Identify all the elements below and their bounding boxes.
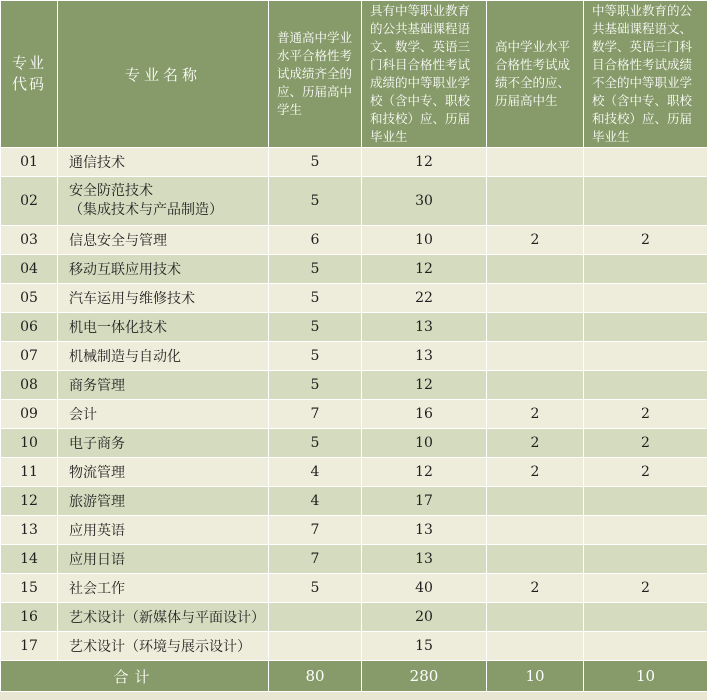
row-c3: 2 bbox=[487, 400, 584, 429]
row-c3 bbox=[487, 603, 584, 632]
row-name bbox=[58, 255, 269, 284]
totals-label: 合计 bbox=[1, 661, 269, 692]
table-row bbox=[1, 574, 707, 603]
row-c3 bbox=[487, 284, 584, 313]
row-name bbox=[58, 148, 269, 177]
row-c1 bbox=[269, 632, 362, 661]
row-name-line: 应用英语 bbox=[69, 523, 125, 539]
row-c4 bbox=[584, 545, 707, 574]
row-code: 10 bbox=[1, 429, 58, 458]
row-c4: 2 bbox=[584, 574, 707, 603]
row-code: 17 bbox=[1, 632, 58, 661]
row-name-line: 电子商务 bbox=[69, 436, 125, 452]
row-c2: 13 bbox=[362, 545, 487, 574]
row-c2: 16 bbox=[362, 400, 487, 429]
header-col4: 中等职业教育的公共基础课程语文、数学、英语三门科目合格性考试成绩不全的中等职业学校（含中专、职校和技校）应、历届毕业生 bbox=[584, 1, 707, 148]
row-name bbox=[58, 284, 269, 313]
row-c2: 20 bbox=[362, 603, 487, 632]
row-c1: 5 bbox=[269, 429, 362, 458]
row-c3 bbox=[487, 516, 584, 545]
row-code: 04 bbox=[1, 255, 58, 284]
row-c4 bbox=[584, 371, 707, 400]
row-c1 bbox=[269, 603, 362, 632]
row-c1: 4 bbox=[269, 458, 362, 487]
table-row bbox=[1, 284, 707, 313]
totals-c3: 10 bbox=[487, 661, 584, 692]
row-c2: 12 bbox=[362, 148, 487, 177]
row-c3: 2 bbox=[487, 574, 584, 603]
table-row bbox=[1, 313, 707, 342]
row-c2: 22 bbox=[362, 284, 487, 313]
row-name-line: 艺术设计（环境与展示设计） bbox=[69, 639, 251, 655]
row-code: 05 bbox=[1, 284, 58, 313]
row-c2: 40 bbox=[362, 574, 487, 603]
table-row bbox=[1, 177, 707, 226]
table-row bbox=[1, 400, 707, 429]
table-row bbox=[1, 371, 707, 400]
row-c3 bbox=[487, 313, 584, 342]
row-name-line: 信息安全与管理 bbox=[69, 233, 167, 249]
row-c4 bbox=[584, 603, 707, 632]
table-row bbox=[1, 487, 707, 516]
row-code: 16 bbox=[1, 603, 58, 632]
row-name-line: 社会工作 bbox=[69, 581, 125, 597]
row-name-line: 移动互联应用技术 bbox=[69, 262, 181, 278]
row-c4 bbox=[584, 148, 707, 177]
row-c3: 2 bbox=[487, 429, 584, 458]
row-code: 02 bbox=[1, 177, 58, 226]
table-row bbox=[1, 429, 707, 458]
row-c2: 13 bbox=[362, 516, 487, 545]
row-c1: 5 bbox=[269, 177, 362, 226]
row-code: 13 bbox=[1, 516, 58, 545]
row-c4: 2 bbox=[584, 226, 707, 255]
row-c3 bbox=[487, 342, 584, 371]
row-code: 06 bbox=[1, 313, 58, 342]
totals-row bbox=[1, 661, 707, 692]
row-c2: 13 bbox=[362, 342, 487, 371]
row-c2: 15 bbox=[362, 632, 487, 661]
row-c1: 5 bbox=[269, 255, 362, 284]
row-name bbox=[58, 574, 269, 603]
row-c2: 10 bbox=[362, 226, 487, 255]
row-c4 bbox=[584, 516, 707, 545]
row-c2: 30 bbox=[362, 177, 487, 226]
row-c1: 5 bbox=[269, 371, 362, 400]
row-name-line: （集成技术与产品制造） bbox=[69, 202, 223, 218]
row-name bbox=[58, 458, 269, 487]
row-c2: 10 bbox=[362, 429, 487, 458]
row-c4 bbox=[584, 284, 707, 313]
totals-c4: 10 bbox=[584, 661, 707, 692]
row-c1: 7 bbox=[269, 400, 362, 429]
header-name: 专业名称 bbox=[58, 1, 269, 148]
table-row bbox=[1, 342, 707, 371]
row-c3 bbox=[487, 371, 584, 400]
row-code: 15 bbox=[1, 574, 58, 603]
row-c2: 17 bbox=[362, 487, 487, 516]
totals-c2: 280 bbox=[362, 661, 487, 692]
row-c4: 2 bbox=[584, 429, 707, 458]
row-c1: 7 bbox=[269, 545, 362, 574]
row-c4: 2 bbox=[584, 400, 707, 429]
row-c1: 5 bbox=[269, 313, 362, 342]
row-name bbox=[58, 603, 269, 632]
row-name-line: 旅游管理 bbox=[69, 494, 125, 510]
row-c3 bbox=[487, 487, 584, 516]
row-code: 08 bbox=[1, 371, 58, 400]
row-c4 bbox=[584, 313, 707, 342]
row-c4 bbox=[584, 632, 707, 661]
header-code-line1: 专业 bbox=[11, 54, 46, 72]
row-code: 12 bbox=[1, 487, 58, 516]
row-c3 bbox=[487, 255, 584, 284]
row-code: 11 bbox=[1, 458, 58, 487]
row-c2: 12 bbox=[362, 255, 487, 284]
row-name bbox=[58, 226, 269, 255]
row-name bbox=[58, 371, 269, 400]
table-row bbox=[1, 545, 707, 574]
row-c4 bbox=[584, 342, 707, 371]
row-c4 bbox=[584, 177, 707, 226]
row-name bbox=[58, 429, 269, 458]
row-name bbox=[58, 342, 269, 371]
table-body bbox=[1, 148, 707, 661]
row-name-line: 会计 bbox=[69, 407, 97, 423]
row-name-line: 商务管理 bbox=[69, 378, 125, 394]
row-c1: 5 bbox=[269, 284, 362, 313]
table-row bbox=[1, 632, 707, 661]
row-c2: 12 bbox=[362, 371, 487, 400]
row-name bbox=[58, 313, 269, 342]
row-c3 bbox=[487, 632, 584, 661]
row-name bbox=[58, 400, 269, 429]
row-c3: 2 bbox=[487, 458, 584, 487]
row-c2: 12 bbox=[362, 458, 487, 487]
table-row bbox=[1, 255, 707, 284]
row-c1: 7 bbox=[269, 516, 362, 545]
row-c2: 13 bbox=[362, 313, 487, 342]
row-code: 07 bbox=[1, 342, 58, 371]
header-col1: 普通高中学业水平合格性考试成绩齐全的应、历届高中学生 bbox=[269, 1, 362, 148]
row-name-line: 机械制造与自动化 bbox=[69, 349, 181, 365]
row-c1: 4 bbox=[269, 487, 362, 516]
row-c3: 2 bbox=[487, 226, 584, 255]
row-name-line: 物流管理 bbox=[69, 465, 125, 481]
table-row bbox=[1, 226, 707, 255]
row-name-line: 安全防范技术 bbox=[69, 183, 153, 199]
row-code: 14 bbox=[1, 545, 58, 574]
header-code-line2: 代码 bbox=[11, 75, 46, 93]
header-col2: 具有中等职业教育的公共基础课程语文、数学、英语三门科目合格性考试成绩的中等职业学校（含中专、职校和技校）应、历届毕业生 bbox=[362, 1, 487, 148]
row-name bbox=[58, 177, 269, 226]
row-name bbox=[58, 516, 269, 545]
row-c1: 5 bbox=[269, 148, 362, 177]
row-c3 bbox=[487, 177, 584, 226]
row-name-line: 应用日语 bbox=[69, 552, 125, 568]
row-code: 09 bbox=[1, 400, 58, 429]
table-row bbox=[1, 516, 707, 545]
row-c1: 5 bbox=[269, 342, 362, 371]
row-c4 bbox=[584, 487, 707, 516]
row-c3 bbox=[487, 545, 584, 574]
header-code bbox=[1, 1, 58, 148]
header-col3: 高中学业水平合格性考试成绩不全的应、历届高中生 bbox=[487, 1, 584, 148]
row-name-line: 通信技术 bbox=[69, 155, 125, 171]
header-row bbox=[1, 1, 707, 148]
row-code: 01 bbox=[1, 148, 58, 177]
row-c3 bbox=[487, 148, 584, 177]
row-name-line: 汽车运用与维修技术 bbox=[69, 291, 195, 307]
row-name-line: 机电一体化技术 bbox=[69, 320, 167, 336]
row-name bbox=[58, 487, 269, 516]
row-c1: 5 bbox=[269, 574, 362, 603]
row-c4 bbox=[584, 255, 707, 284]
table-row bbox=[1, 458, 707, 487]
row-name bbox=[58, 545, 269, 574]
row-name bbox=[58, 632, 269, 661]
table-row bbox=[1, 148, 707, 177]
row-c4: 2 bbox=[584, 458, 707, 487]
row-c1: 6 bbox=[269, 226, 362, 255]
totals-c1: 80 bbox=[269, 661, 362, 692]
row-code: 03 bbox=[1, 226, 58, 255]
table-row bbox=[1, 603, 707, 632]
row-name-line: 艺术设计（新媒体与平面设计） bbox=[69, 610, 265, 626]
